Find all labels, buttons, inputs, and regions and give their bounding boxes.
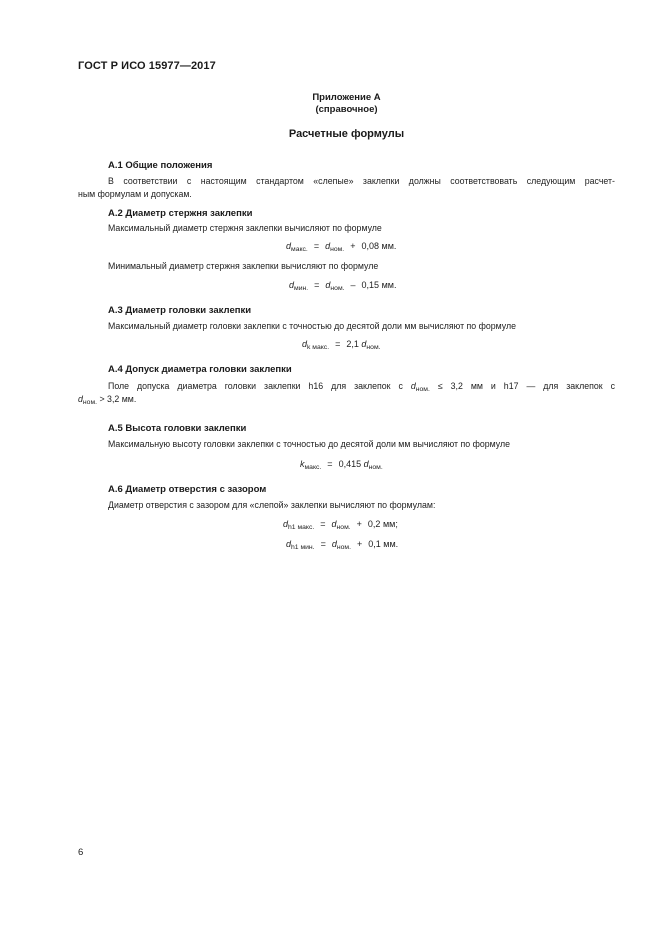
formula-subscript-2: ном. bbox=[336, 544, 351, 551]
formula-eq: = bbox=[320, 539, 326, 549]
section-a2-heading: А.2 Диаметр стержня заклепки bbox=[108, 208, 253, 219]
formula-eq: = bbox=[327, 459, 333, 469]
section-a4-heading: А.4 Допуск диаметра головки заклепки bbox=[108, 364, 292, 375]
formula-dk-max bbox=[302, 339, 381, 349]
formula-value: 0,08 bbox=[361, 241, 379, 251]
formula-subscript: ном. bbox=[82, 399, 98, 406]
formula-eq: = bbox=[335, 339, 341, 349]
section-a2-text-min: Минимальный диаметр стержня заклепки вычисляют по формуле bbox=[108, 261, 379, 271]
appendix-note: (справочное) bbox=[315, 104, 378, 115]
formula-eq: = bbox=[314, 280, 320, 290]
formula-symbol: d bbox=[286, 539, 292, 549]
section-a5-text: Максимальную высоту головки заклепки с точностью до десятой доли мм вычисляют по формуле bbox=[108, 439, 511, 449]
appendix-title: Приложение А bbox=[312, 92, 381, 103]
formula-d-max bbox=[286, 241, 396, 251]
formula-symbol: d bbox=[283, 519, 289, 529]
formula-symbol-2: d bbox=[361, 339, 367, 349]
formula-subscript: h1 мин. bbox=[291, 544, 315, 551]
formula-subscript-2: ном. bbox=[336, 524, 351, 531]
formula-value: 0,15 bbox=[361, 280, 380, 290]
formula-op: + bbox=[356, 539, 363, 549]
formula-op: + bbox=[350, 241, 356, 251]
formula-symbol: k bbox=[300, 459, 305, 469]
formula-symbol-2: d bbox=[331, 539, 337, 549]
formula-value: 0,1 bbox=[368, 539, 381, 549]
formula-op: – bbox=[350, 280, 356, 290]
formula-symbol-2: d bbox=[325, 241, 331, 251]
formula-value: 0,2 bbox=[367, 519, 381, 529]
formula-subscript: ном. bbox=[415, 386, 430, 393]
formula-unit: мм. bbox=[381, 241, 397, 251]
section-a3-heading: А.3 Диаметр головки заклепки bbox=[108, 305, 252, 316]
formula-op: + bbox=[356, 519, 362, 529]
section-a1-text-line1: В соответствии с настоящим стандартом «слепые» заклепки должны соответствовать следующим расчет- bbox=[108, 176, 615, 186]
formula-symbol-2: d bbox=[331, 519, 337, 529]
formula-unit: мм. bbox=[381, 280, 397, 290]
formula-dh1-max bbox=[283, 519, 398, 529]
section-a5-heading: А.5 Высота головки заклепки bbox=[108, 423, 247, 434]
section-a4-text-b: ≤ 3,2 мм и h17 — для заклепок с bbox=[437, 381, 615, 391]
formula-symbol-2: d bbox=[325, 280, 331, 290]
formula-unit: мм; bbox=[382, 519, 398, 529]
section-a1-text-line2: ным формулам и допускам. bbox=[78, 189, 192, 199]
formula-symbol: d bbox=[289, 280, 295, 290]
section-a6-heading: А.6 Диаметр отверстия с зазором bbox=[108, 484, 267, 495]
section-a1-heading: А.1 Общие положения bbox=[108, 160, 213, 171]
section-a4-text-c: > 3,2 мм. bbox=[99, 394, 137, 404]
formula-unit: мм. bbox=[383, 539, 399, 549]
formula-symbol: d bbox=[302, 339, 308, 349]
document-header: ГОСТ Р ИСО 15977—2017 bbox=[78, 60, 216, 72]
formula-symbol: d bbox=[286, 241, 292, 251]
formula-subscript-2: ном. bbox=[366, 344, 381, 351]
formula-subscript: макс. bbox=[304, 464, 322, 471]
formula-subscript: k макс. bbox=[307, 344, 330, 351]
formula-eq: = bbox=[313, 241, 320, 251]
formula-subscript: h1 макс. bbox=[288, 524, 315, 531]
section-a6-text: Диаметр отверстия с зазором для «слепой» заклепки вычисляют по формулам: bbox=[108, 500, 436, 510]
formula-subscript: мин. bbox=[294, 285, 309, 292]
formula-subscript-2: ном. bbox=[368, 464, 383, 471]
formula-subscript: макс. bbox=[291, 246, 308, 253]
page-number: 6 bbox=[78, 847, 84, 858]
formula-coefficient: 0,415 bbox=[338, 459, 362, 469]
formula-eq: = bbox=[320, 519, 326, 529]
formula-d-min bbox=[289, 280, 396, 290]
formula-k-max bbox=[300, 459, 383, 469]
formula-subscript-2: ном. bbox=[330, 285, 345, 292]
section-a4-text-line1 bbox=[108, 380, 615, 393]
section-a2-text-max: Максимальный диаметр стержня заклепки вычисляют по формуле bbox=[108, 223, 382, 233]
formula-symbol: d bbox=[410, 381, 416, 391]
formula-symbol: d bbox=[78, 394, 83, 404]
section-a4-text-line2 bbox=[78, 393, 136, 406]
formula-symbol-2: d bbox=[363, 459, 369, 469]
formula-dh1-min bbox=[286, 539, 398, 549]
formula-subscript-2: ном. bbox=[330, 246, 345, 253]
section-a3-text: Максимальный диаметр головки заклепки с точностью до десятой доли мм вычисляют по формуле bbox=[108, 321, 517, 331]
formula-coefficient: 2,1 bbox=[346, 339, 359, 349]
main-title: Расчетные формулы bbox=[288, 128, 405, 140]
section-a4-text-a: Поле допуска диаметра головки заклепки h16 для заклепок с bbox=[108, 381, 403, 391]
